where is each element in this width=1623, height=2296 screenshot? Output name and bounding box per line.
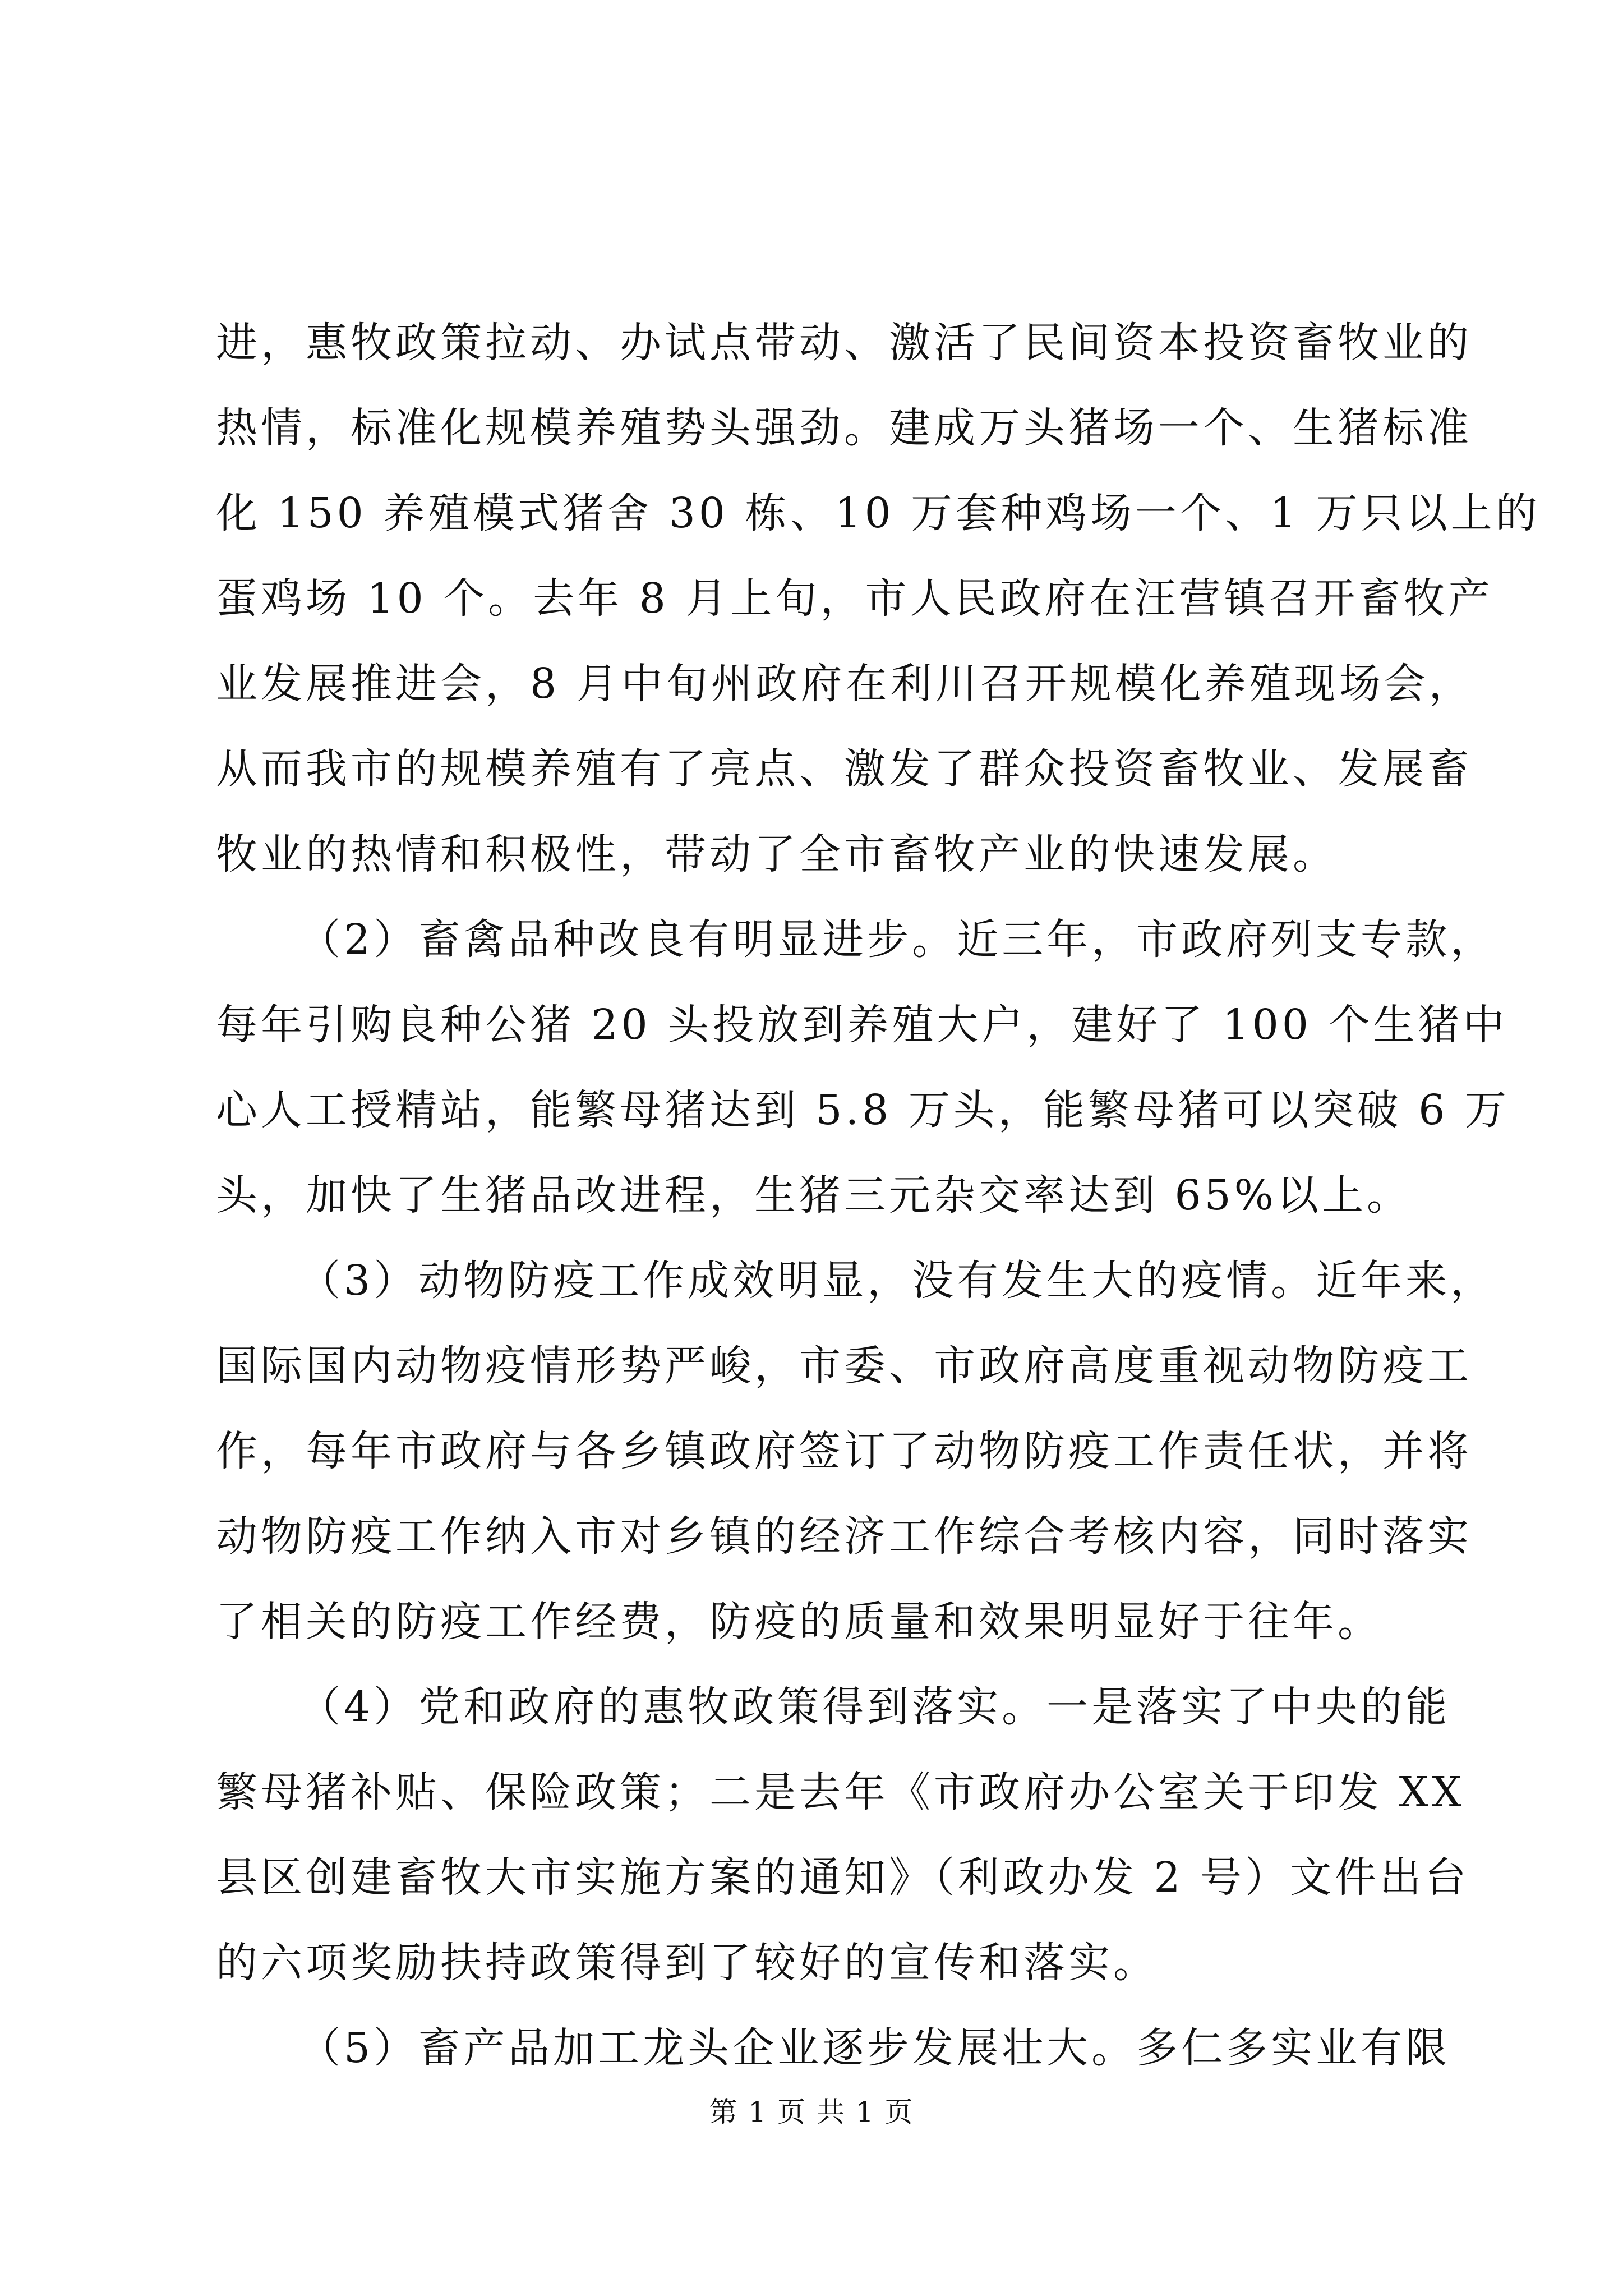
text-line: 热情，标准化规模养殖势头强劲。建成万头猪场一个、生猪标准 xyxy=(216,404,1472,452)
text-line: 从而我市的规模养殖有了亮点、激发了群众投资畜牧业、发展畜 xyxy=(216,745,1472,793)
text-line: 每年引购良种公猪 20 头投放到养殖大户，建好了 100 个生猪中 xyxy=(216,1001,1508,1049)
text-line: 的六项奖励扶持政策得到了较好的宣传和落实。 xyxy=(216,1939,1158,1987)
text-line: 国际国内动物疫情形势严峻，市委、市政府高度重视动物防疫工 xyxy=(216,1342,1472,1390)
text-line: 心人工授精站，能繁母猪达到 5.8 万头，能繁母猪可以突破 6 万 xyxy=(216,1086,1510,1134)
page-footer: 第 1 页 共 1 页 xyxy=(709,2096,914,2128)
text-line: 进，惠牧政策拉动、办试点带动、激活了民间资本投资畜牧业的 xyxy=(216,319,1472,367)
text-line: 牧业的热情和积极性，带动了全市畜牧产业的快速发展。 xyxy=(216,830,1338,878)
paragraph-first-line: （4）党和政府的惠牧政策得到落实。一是落实了中央的能 xyxy=(299,1683,1451,1731)
text-line: 蛋鸡场 10 个。去年 8 月上旬，市人民政府在汪营镇召开畜牧产 xyxy=(216,574,1493,623)
text-line: 化 150 养殖模式猪舍 30 栋、10 万套种鸡场一个、1 万只以上的 xyxy=(216,489,1541,537)
body-text xyxy=(216,300,1541,2091)
text-line: 业发展推进会，8 月中旬州政府在利川召开规模化养殖现场会， xyxy=(216,660,1474,708)
paragraph-first-line: （3）动物防疫工作成效明显，没有发生大的疫情。近年来， xyxy=(299,1257,1496,1305)
text-line: 头，加快了生猪品改进程，生猪三元杂交率达到 65%以上。 xyxy=(216,1171,1412,1220)
text-line: 繁母猪补贴、保险政策；二是去年《市政府办公室关于印发 XX xyxy=(216,1768,1465,1816)
paragraph-first-line: （2）畜禽品种改良有明显进步。近三年，市政府列支专款， xyxy=(299,915,1496,964)
paragraph-first-line: （5）畜产品加工龙头企业逐步发展壮大。多仁多实业有限 xyxy=(299,2024,1451,2072)
text-line: 了相关的防疫工作经费，防疫的质量和效果明显好于往年。 xyxy=(216,1598,1382,1646)
text-line: 县区创建畜牧大市实施方案的通知》（利政办发 2 号）文件出台 xyxy=(216,1853,1470,1902)
text-line: 作，每年市政府与各乡镇政府签订了动物防疫工作责任状，并将 xyxy=(216,1427,1472,1475)
text-line: 动物防疫工作纳入市对乡镇的经济工作综合考核内容，同时落实 xyxy=(216,1512,1472,1561)
